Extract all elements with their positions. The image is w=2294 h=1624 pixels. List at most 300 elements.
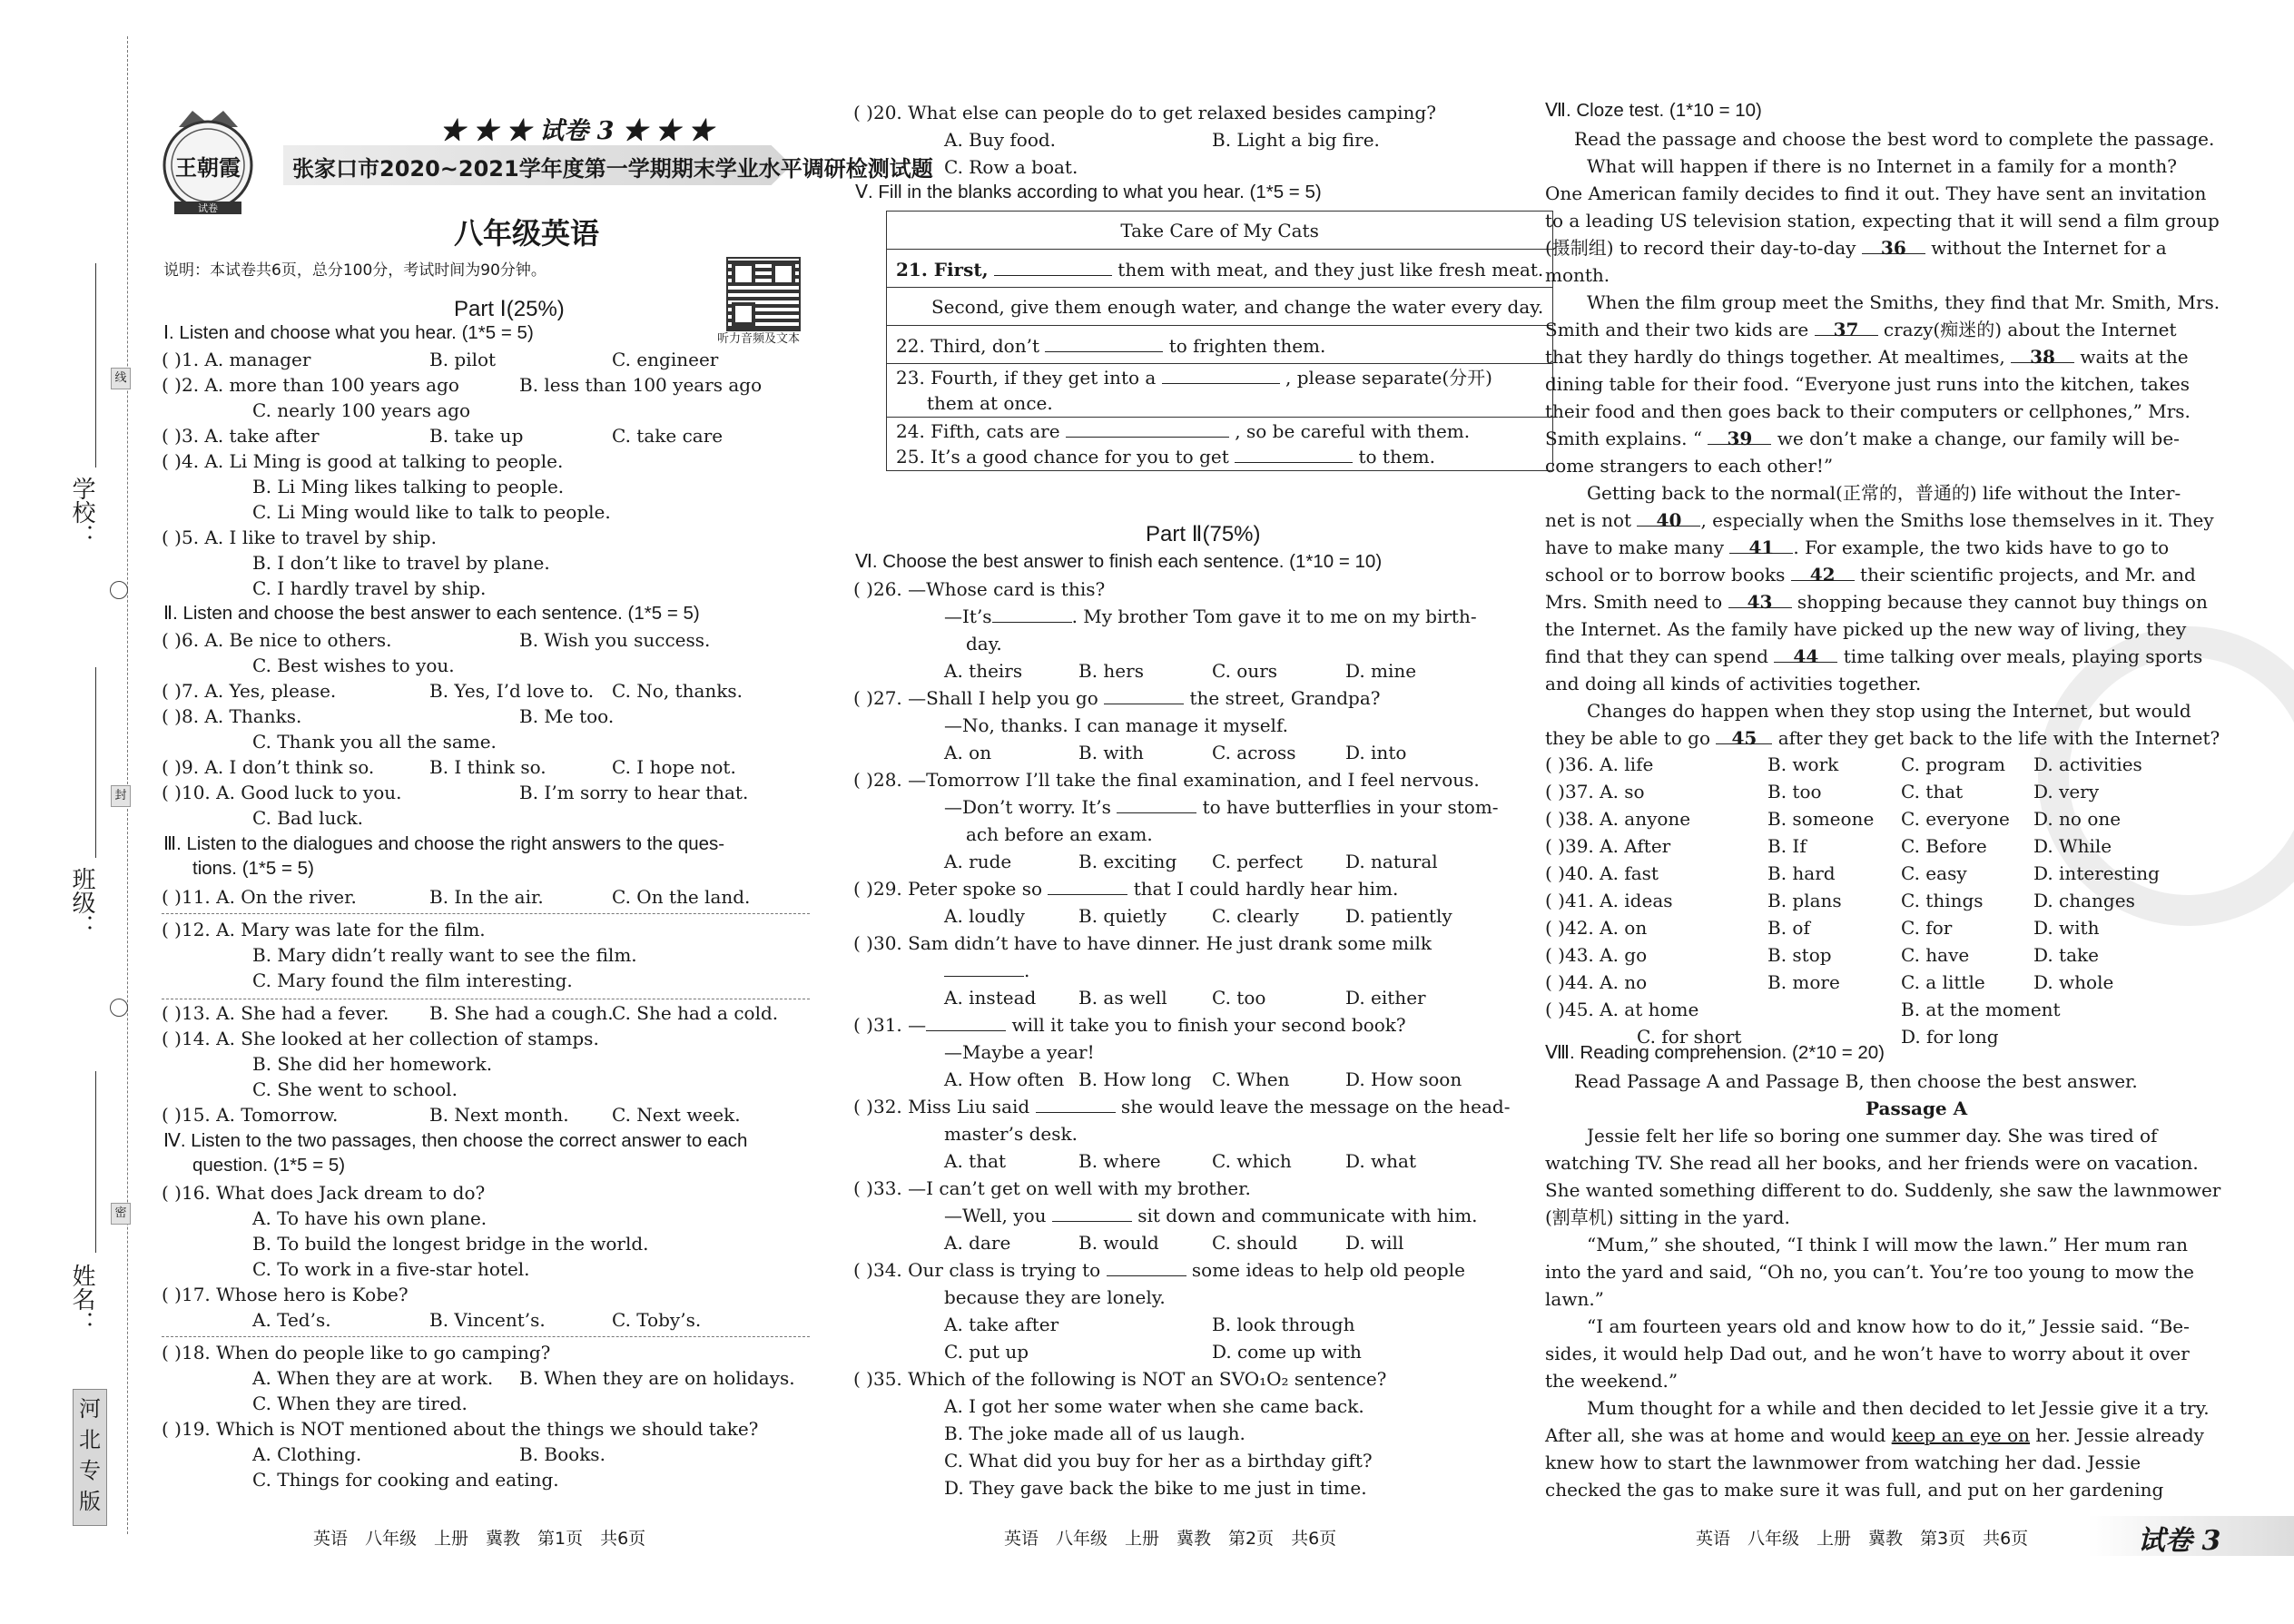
cloze-option-44[interactable]: B. more <box>1767 971 1840 993</box>
fill-blank-23[interactable] <box>1162 365 1280 384</box>
q14[interactable]: ( )14. A. She looked at her collection of stamps. <box>162 1028 599 1049</box>
q31-option[interactable]: B. How long <box>1078 1068 1192 1090</box>
cloze-option-41[interactable]: D. changes <box>2033 890 2135 911</box>
q26-text: . My brother Tom gave it to me on my birth- <box>1071 605 1477 627</box>
cloze-option-36[interactable]: B. work <box>1767 753 1839 775</box>
t21-text: them with meat, and they just like fresh meat. <box>1117 258 1544 281</box>
q32-option[interactable]: C. which <box>1212 1150 1292 1172</box>
q34-text: ( )34. Our class is trying to <box>853 1259 1101 1281</box>
q27-line2: —No, thanks. I can manage it myself. <box>944 714 1288 736</box>
cloze-option-36[interactable]: D. activities <box>2033 753 2142 775</box>
cloze-option-43[interactable]: D. take <box>2033 944 2099 966</box>
q8-option-c[interactable]: C. Thank you all the same. <box>252 731 497 753</box>
q35-option-a[interactable]: A. I got her some water when she came back. <box>944 1395 1364 1417</box>
q45-option-c[interactable]: C. for short <box>1637 1026 1742 1048</box>
cloze-option-44[interactable]: ( )44. A. no <box>1545 971 1648 993</box>
section-3-heading-cont: tions. (1*5 = 5) <box>192 858 314 879</box>
q13-option-c[interactable]: C. She had a cold. <box>612 1002 779 1024</box>
q29-blank[interactable] <box>1048 876 1127 895</box>
cloze-text: shopping because they cannot buy things on <box>1797 591 2208 613</box>
q9-option-c[interactable]: C. I hope not. <box>612 756 736 778</box>
q3-option-b[interactable]: B. take up <box>429 425 524 447</box>
section-2-heading: Ⅱ. Listen and choose the best answer to each sentence. (1*5 = 5) <box>163 603 700 624</box>
q17-option-a[interactable]: A. Ted’s. <box>252 1309 331 1331</box>
seal-char-feng: 封 <box>111 785 131 807</box>
q33-option[interactable]: D. will <box>1345 1232 1404 1254</box>
cloze-text: net is not <box>1545 509 1632 531</box>
q17-option-b[interactable]: B. Vincent’s. <box>429 1309 546 1331</box>
q35[interactable]: ( )35. Which of the following is NOT an SVO₁O₂ sentence? <box>853 1368 1387 1390</box>
q10-option-b[interactable]: B. I’m sorry to hear that. <box>519 782 749 803</box>
cloze-intro: Read the passage and choose the best word to complete the passage. <box>1574 128 2215 150</box>
q8[interactable]: ( )8. A. Thanks. <box>162 705 302 727</box>
q9-option-b[interactable]: B. I think so. <box>429 756 546 778</box>
blank-44[interactable]: 44 <box>1774 644 1837 663</box>
table-title: Take Care of My Cats <box>887 212 1553 250</box>
name-line <box>95 1071 96 1253</box>
q20-option-b[interactable]: B. Light a big fire. <box>1212 129 1380 151</box>
cloze-option-43[interactable]: B. stop <box>1767 944 1832 966</box>
t22-label: 22. Third, don’t <box>896 334 1039 357</box>
cloze-option-39[interactable]: C. Before <box>1901 835 1987 857</box>
q30-option[interactable]: A. instead <box>944 987 1037 1009</box>
q34-option[interactable]: A. take after <box>944 1314 1059 1335</box>
exam-note: 说明：本试卷共6页，总分100分，考试时间为90分钟。 <box>163 261 546 280</box>
cloze-option-43[interactable]: C. have <box>1901 944 1970 966</box>
q15[interactable]: ( )15. A. Tomorrow. <box>162 1104 339 1126</box>
q32-text: she would leave the message on the head- <box>1120 1096 1511 1117</box>
cloze-option-37[interactable]: ( )37. A. so <box>1545 781 1645 802</box>
cloze-option-43[interactable]: ( )43. A. go <box>1545 944 1648 966</box>
blank-42[interactable]: 42 <box>1791 562 1855 581</box>
q26-blank[interactable] <box>992 604 1072 623</box>
fill-blank-22[interactable] <box>1045 333 1163 352</box>
section-4-heading: Ⅳ. Listen to the two passages, then choose the correct answer to each <box>163 1130 748 1151</box>
q27-option[interactable]: D. into <box>1345 742 1407 763</box>
seal-char-xian: 线 <box>111 368 131 389</box>
q34-option[interactable]: B. look through <box>1212 1314 1355 1335</box>
q15-option-b[interactable]: B. Next month. <box>429 1104 569 1126</box>
q28-option[interactable]: C. perfect <box>1212 851 1303 872</box>
q7-option-b[interactable]: B. Yes, I’d love to. <box>429 680 595 702</box>
cloze-option-42[interactable]: D. with <box>2033 917 2100 939</box>
q20-option-a[interactable]: A. Buy food. <box>944 129 1057 151</box>
q34-option[interactable]: D. come up with <box>1212 1341 1362 1363</box>
q11-option-c[interactable]: C. On the land. <box>612 886 751 908</box>
q14-option-c[interactable]: C. She went to school. <box>252 1078 458 1100</box>
q3[interactable]: ( )3. A. take after <box>162 425 320 447</box>
q30[interactable]: ( )30. Sam didn’t have to have dinner. He just drank some milk <box>853 932 1432 954</box>
passage-line: Mum thought for a while and then decided to let Jessie give it a try. <box>1587 1397 2210 1419</box>
t21-label: 21. First, <box>896 258 989 281</box>
passage-line: checked the gas to make sure it was full, and put on her gardening <box>1545 1479 2164 1501</box>
cloze-line <box>1545 235 2167 261</box>
q34-text: some ideas to help old people <box>1191 1259 1465 1281</box>
q34-blank[interactable] <box>1107 1257 1186 1276</box>
cloze-line: their food and then goes back to their computers or cellphones,” Mrs. <box>1545 400 2191 422</box>
cloze-option-37[interactable]: B. too <box>1767 781 1822 802</box>
q32-option[interactable]: A. that <box>944 1150 1007 1172</box>
q32-line2: master’s desk. <box>944 1123 1078 1145</box>
t25-label: 25. It’s a good chance for you to get <box>896 446 1229 468</box>
cloze-option-39[interactable]: B. If <box>1767 835 1807 857</box>
brand-logo <box>156 100 261 218</box>
q33-blank[interactable] <box>1052 1203 1132 1222</box>
section-5-heading: Ⅴ. Fill in the blanks according to what you hear. (1*5 = 5) <box>855 182 1322 202</box>
t24-label: 24. Fifth, cats are <box>896 420 1060 442</box>
cloze-option-38[interactable]: D. no one <box>2033 808 2122 830</box>
cloze-option-40[interactable]: B. hard <box>1767 862 1836 884</box>
q12-option-b[interactable]: B. Mary didn’t really want to see the film. <box>252 944 637 966</box>
cloze-text: (摄制组) to record their day-to-day <box>1545 237 1856 259</box>
blank-43[interactable]: 43 <box>1728 589 1792 608</box>
q27-option[interactable]: A. on <box>944 742 992 763</box>
page-3-footer: 英语 八年级 上册 冀教 第3页 共6页 <box>1696 1529 2029 1549</box>
q30-line2 <box>944 958 1029 983</box>
q30-text: . <box>1024 960 1030 981</box>
q18-option-a[interactable]: A. When they are at work. <box>252 1367 494 1389</box>
page-1-footer: 英语 八年级 上册 冀教 第1页 共6页 <box>313 1529 646 1549</box>
seal-circle-icon <box>110 581 128 599</box>
q19-option-c[interactable]: C. Things for cooking and eating. <box>252 1469 559 1491</box>
q4[interactable]: ( )4. A. Li Ming is good at talking to people. <box>162 450 564 472</box>
t23-label: 23. Fourth, if they get into a <box>896 367 1157 389</box>
q26-option[interactable]: A. theirs <box>944 660 1023 682</box>
passage-line: lawn.” <box>1545 1288 1604 1310</box>
cloze-option-41[interactable]: C. things <box>1901 890 1984 911</box>
q35-option-c[interactable]: C. What did you buy for her as a birthday gift? <box>944 1450 1373 1471</box>
reading-intro: Read Passage A and Passage B, then choose the best answer. <box>1574 1070 2138 1092</box>
table-row-23 <box>887 364 1553 418</box>
passage-a-title: Passage A <box>1866 1097 1968 1119</box>
cloze-line: the Internet. As the family have picked up the new way of living, they <box>1545 618 2187 640</box>
table-row-22 <box>887 326 1553 364</box>
q6-option-b[interactable]: B. Wish you success. <box>519 629 711 651</box>
q10-option-c[interactable]: C. Bad luck. <box>252 807 364 829</box>
q33-option[interactable]: C. should <box>1212 1232 1298 1254</box>
part2-heading: Part Ⅱ(75%) <box>1146 522 1261 546</box>
q10[interactable]: ( )10. A. Good luck to you. <box>162 782 402 803</box>
q27-text: ( )27. —Shall I help you go <box>853 687 1098 709</box>
cloze-text: waits at the <box>2080 346 2189 368</box>
q29[interactable] <box>853 876 1398 901</box>
school-line <box>95 263 96 468</box>
cloze-text: Smith explains. “ <box>1545 428 1703 449</box>
q45-option-b[interactable]: B. at the moment <box>1901 999 2061 1020</box>
q9[interactable]: ( )9. A. I don’t think so. <box>162 756 375 778</box>
cloze-option-38[interactable]: B. someone <box>1767 808 1875 830</box>
cloze-option-44[interactable]: C. a little <box>1901 971 1985 993</box>
q26-line2 <box>944 604 1477 629</box>
passage-text: After all, she was at home and would <box>1545 1424 1886 1446</box>
q31-line2: —Maybe a year! <box>944 1041 1095 1063</box>
q16-option-c[interactable]: C. To work in a five-star hotel. <box>252 1258 530 1280</box>
q28-text: —Don’t worry. It’s <box>944 796 1111 818</box>
cloze-option-42[interactable]: B. of <box>1767 917 1810 939</box>
q28-option[interactable]: A. rude <box>944 851 1012 872</box>
passage-line: into the yard and said, “Oh no, you can’t. You’re too young to mow the <box>1545 1261 2194 1283</box>
q35-option-b[interactable]: B. The joke made all of us laugh. <box>944 1422 1245 1444</box>
q5-option-c[interactable]: C. I hardly travel by ship. <box>252 577 487 599</box>
blank-36[interactable]: 36 <box>1862 235 1925 254</box>
q2[interactable]: ( )2. A. more than 100 years ago <box>162 374 459 396</box>
q29-option[interactable]: C. clearly <box>1212 905 1299 927</box>
passage-line: “I am fourteen years old and know how to do it,” Jessie said. “Be- <box>1587 1315 2190 1337</box>
cloze-option-36[interactable]: C. program <box>1901 753 2005 775</box>
q18[interactable]: ( )18. When do people like to go camping? <box>162 1342 551 1363</box>
q34-option[interactable]: C. put up <box>944 1341 1029 1363</box>
cloze-line <box>1545 725 2220 751</box>
section-7-heading: Ⅶ. Cloze test. (1*10 = 10) <box>1545 100 1762 121</box>
divider <box>162 913 810 914</box>
q17-option-c[interactable]: C. Toby’s. <box>612 1309 702 1331</box>
cloze-line: One American family decides to find it out. They have sent an invitation <box>1545 182 2207 204</box>
part1-heading: Part Ⅰ(25%) <box>454 297 565 321</box>
table-row-21 <box>887 250 1553 288</box>
cloze-option-36[interactable]: ( )36. A. life <box>1545 753 1654 775</box>
subject-title: 八年级英语 <box>454 216 600 251</box>
t24-text: , so be careful with them. <box>1235 420 1471 442</box>
q32-option[interactable]: D. what <box>1345 1150 1416 1172</box>
cloze-option-39[interactable]: ( )39. A. After <box>1545 835 1671 857</box>
q28-line3: ach before an exam. <box>966 823 1153 845</box>
q29-option[interactable]: D. patiently <box>1345 905 1452 927</box>
cloze-text: have to make many <box>1545 536 1725 558</box>
q31-option[interactable]: A. How often <box>944 1068 1065 1090</box>
q27-blank[interactable] <box>1104 685 1184 704</box>
q2-option-c[interactable]: C. nearly 100 years ago <box>252 399 471 421</box>
cloze-text: find that they can spend <box>1545 645 1768 667</box>
q33-line2 <box>944 1203 1478 1228</box>
q26-text: —It’s <box>944 605 992 627</box>
q26-option[interactable]: D. mine <box>1345 660 1417 682</box>
q33-text: —Well, you <box>944 1205 1047 1226</box>
page-2-footer: 英语 八年级 上册 冀教 第2页 共6页 <box>1004 1529 1337 1549</box>
q26-option[interactable]: C. ours <box>1212 660 1278 682</box>
q16-option-a[interactable]: A. To have his own plane. <box>252 1207 487 1229</box>
q19-option-b[interactable]: B. Books. <box>519 1443 605 1465</box>
q29-text: ( )29. Peter spoke so <box>853 878 1043 900</box>
passage-line: Jessie felt her life so boring one summer day. She was tired of <box>1587 1125 2158 1147</box>
q1-option-c[interactable]: C. engineer <box>612 349 719 370</box>
q12[interactable]: ( )12. A. Mary was late for the film. <box>162 919 486 940</box>
test-tag-label: 试卷 3 <box>2138 1525 2221 1557</box>
cloze-option-44[interactable]: D. whole <box>2033 971 2114 993</box>
cloze-option-38[interactable]: C. everyone <box>1901 808 2010 830</box>
q33-option[interactable]: B. would <box>1078 1232 1159 1254</box>
q26[interactable]: ( )26. —Whose card is this? <box>853 578 1106 600</box>
cloze-text: that they hardly do things together. At mealtimes, <box>1545 346 2005 368</box>
q1-option-b[interactable]: B. pilot <box>429 349 497 370</box>
class-label: 班级： <box>68 867 95 938</box>
q13[interactable]: ( )13. A. She had a fever. <box>162 1002 389 1024</box>
school-label: 学校： <box>68 477 95 547</box>
q32-option[interactable]: B. where <box>1078 1150 1161 1172</box>
q20-option-c[interactable]: C. Row a boat. <box>944 156 1078 178</box>
q27-option[interactable]: B. with <box>1078 742 1144 763</box>
cloze-text: crazy(痴迷的) about the Internet <box>1883 319 2177 340</box>
province-badge: 河 北 专 版 <box>73 1389 107 1526</box>
q7[interactable]: ( )7. A. Yes, please. <box>162 680 337 702</box>
q45[interactable]: ( )45. A. at home <box>1545 999 1699 1020</box>
cloze-text: . For example, the two kids have to go to <box>1793 536 2170 558</box>
blank-40[interactable]: 40 <box>1637 507 1700 527</box>
q26-line3: day. <box>966 633 1002 655</box>
q18-option-b[interactable]: B. When they are on holidays. <box>519 1367 795 1389</box>
passage-line: (割草机) sitting in the yard. <box>1545 1206 1790 1228</box>
q30-option[interactable]: C. too <box>1212 987 1266 1009</box>
q30-option[interactable]: D. either <box>1345 987 1426 1009</box>
cloze-text: after they get back to the life with the Internet? <box>1777 727 2220 749</box>
q30-blank[interactable] <box>944 958 1024 977</box>
q28-line2 <box>944 794 1499 820</box>
q1[interactable]: ( )1. A. manager <box>162 349 311 370</box>
q6[interactable]: ( )6. A. Be nice to others. <box>162 629 392 651</box>
logo-text: 王朝霞 <box>175 154 241 181</box>
cloze-text: we don’t make a change, our family will be- <box>1777 428 2180 449</box>
cloze-text: without the Internet for a <box>1931 237 2167 259</box>
exam-title: 张家口市2020~2021学年度第一学期期末学业水平调研检测试题 <box>292 156 933 182</box>
q2-option-b[interactable]: B. less than 100 years ago <box>519 374 763 396</box>
fill-blank-21[interactable] <box>994 257 1112 276</box>
q34[interactable] <box>853 1257 1465 1283</box>
passage-line: knew how to start the lawnmower from watching her dad. Jessie <box>1545 1452 2141 1473</box>
q33-text: sit down and communicate with him. <box>1137 1205 1478 1226</box>
seal-circle-icon <box>110 999 128 1017</box>
blank-37[interactable]: 37 <box>1815 317 1878 336</box>
cloze-option-37[interactable]: D. very <box>2033 781 2100 802</box>
table-row-24-25 <box>887 418 1553 471</box>
class-line <box>95 667 96 858</box>
q3-option-c[interactable]: C. take care <box>612 425 724 447</box>
section-1-heading: Ⅰ. Listen and choose what you hear. (1*5 = 5) <box>163 322 534 343</box>
q5-option-b[interactable]: B. I don’t like to travel by plane. <box>252 552 550 574</box>
blank-38[interactable]: 38 <box>2011 344 2074 363</box>
q18-option-c[interactable]: C. When they are tired. <box>252 1393 468 1414</box>
q31-blank[interactable] <box>926 1012 1006 1031</box>
q6-option-c[interactable]: C. Best wishes to you. <box>252 655 455 676</box>
cloze-option-42[interactable]: ( )42. A. on <box>1545 917 1648 939</box>
q16-option-b[interactable]: B. To build the longest bridge in the world. <box>252 1233 649 1255</box>
q5[interactable]: ( )5. A. I like to travel by ship. <box>162 527 437 548</box>
q28-blank[interactable] <box>1117 794 1196 813</box>
q27-option[interactable]: C. across <box>1212 742 1296 763</box>
fill-blank-25[interactable] <box>1235 444 1353 463</box>
cloze-line: come strangers to each other!” <box>1545 455 1834 477</box>
cloze-option-42[interactable]: C. for <box>1901 917 1953 939</box>
q28-option[interactable]: D. natural <box>1345 851 1438 872</box>
q15-option-c[interactable]: C. Next week. <box>612 1104 741 1126</box>
q12-option-c[interactable]: C. Mary found the film interesting. <box>252 969 573 991</box>
q32[interactable] <box>853 1094 1510 1119</box>
cloze-line: Getting back to the normal(正常的，普通的) life without the Inter- <box>1587 482 2181 504</box>
t23-text-cont: them at once. <box>927 392 1053 414</box>
q31-text: will it take you to finish your second book? <box>1011 1014 1406 1036</box>
cloze-option-41[interactable]: ( )41. A. ideas <box>1545 890 1673 911</box>
cloze-text: time talking over meals, playing sports <box>1843 645 2203 667</box>
q19-option-a[interactable]: A. Clothing. <box>252 1443 362 1465</box>
cloze-line: and doing all kinds of activities together. <box>1545 673 1922 694</box>
cloze-option-38[interactable]: ( )38. A. anyone <box>1545 808 1691 830</box>
section-3-heading: Ⅲ. Listen to the dialogues and choose the right answers to the ques- <box>163 833 725 854</box>
q14-option-b[interactable]: B. She did her homework. <box>252 1053 493 1075</box>
cloze-option-41[interactable]: B. plans <box>1767 890 1842 911</box>
cloze-option-39[interactable]: D. While <box>2033 835 2112 857</box>
blank-45[interactable]: 45 <box>1716 725 1772 744</box>
q19[interactable]: ( )19. Which is NOT mentioned about the things we should take? <box>162 1418 759 1440</box>
blank-41[interactable]: 41 <box>1729 535 1793 554</box>
t22-text: to frighten them. <box>1168 334 1326 357</box>
q28-option[interactable]: B. exciting <box>1078 851 1177 872</box>
q4-option-c[interactable]: C. Li Ming would like to talk to people. <box>252 501 611 523</box>
q32-blank[interactable] <box>1036 1094 1116 1113</box>
divider <box>162 1336 810 1337</box>
section-6-heading: Ⅵ. Choose the best answer to finish each sentence. (1*10 = 10) <box>855 551 1383 572</box>
passage-line: sides, it would help Dad out, and he won’t have to worry about it over <box>1545 1343 2190 1364</box>
q31[interactable] <box>853 1012 1406 1038</box>
blank-39[interactable]: 39 <box>1708 426 1771 445</box>
q28[interactable]: ( )28. —Tomorrow I’ll take the final examination, and I feel nervous. <box>853 769 1480 791</box>
q33-option[interactable]: A. dare <box>944 1232 1011 1254</box>
passage-line <box>1545 1422 2204 1448</box>
q13-option-b[interactable]: B. She had a cough. <box>429 1002 614 1024</box>
cloze-text: Smith and their two kids are <box>1545 319 1809 340</box>
fill-blank-24[interactable] <box>1066 418 1229 438</box>
q30-option[interactable]: B. as well <box>1078 987 1167 1009</box>
cloze-line <box>1545 317 2177 342</box>
q33[interactable]: ( )33. —I can’t get on well with my brother. <box>853 1177 1251 1199</box>
cloze-option-40[interactable]: ( )40. A. fast <box>1545 862 1659 884</box>
q20[interactable]: ( )20. What else can people do to get relaxed besides camping? <box>853 102 1436 123</box>
underlined-phrase: keep an eye on <box>1891 1424 2031 1446</box>
section-4-heading-cont: question. (1*5 = 5) <box>192 1155 346 1176</box>
q31-option[interactable]: C. When <box>1212 1068 1290 1090</box>
cloze-text: school or to borrow books <box>1545 564 1786 586</box>
cloze-line <box>1545 426 2180 451</box>
passage-line: “Mum,” she shouted, “I think I will mow the lawn.” Her mum ran <box>1587 1234 2188 1255</box>
q26-option[interactable]: B. hers <box>1078 660 1144 682</box>
cloze-line <box>1545 589 2208 615</box>
q17[interactable]: ( )17. Whose hero is Kobe? <box>162 1284 409 1305</box>
q27-text: the street, Grandpa? <box>1189 687 1381 709</box>
seal-char-mi: 密 <box>111 1203 131 1225</box>
q27[interactable] <box>853 685 1380 711</box>
cloze-line <box>1545 535 2169 560</box>
cloze-option-37[interactable]: C. that <box>1901 781 1964 802</box>
q8-option-b[interactable]: B. Me too. <box>519 705 615 727</box>
q11-option-b[interactable]: B. In the air. <box>429 886 544 908</box>
table-row-second: Second, give them enough water, and change the water every day. <box>887 288 1553 326</box>
name-label: 姓名： <box>68 1264 95 1334</box>
qr-code[interactable] <box>726 257 801 331</box>
q7-option-c[interactable]: C. No, thanks. <box>612 680 743 702</box>
q35-option-d[interactable]: D. They gave back the bike to me just in time. <box>944 1477 1367 1499</box>
logo-sub: 试卷 <box>198 202 218 214</box>
cloze-line <box>1545 562 2196 587</box>
q31-text: ( )31. — <box>853 1014 927 1036</box>
q16[interactable]: ( )16. What does Jack dream to do? <box>162 1182 486 1204</box>
q45-option-d[interactable]: D. for long <box>1901 1026 1999 1048</box>
q31-option[interactable]: D. How soon <box>1345 1068 1462 1090</box>
q29-option[interactable]: A. loudly <box>944 905 1025 927</box>
q29-option[interactable]: B. quietly <box>1078 905 1167 927</box>
q4-option-b[interactable]: B. Li Ming likes talking to people. <box>252 476 565 497</box>
q11[interactable]: ( )11. A. On the river. <box>162 886 357 908</box>
cloze-option-40[interactable]: C. easy <box>1901 862 1967 884</box>
t25-text: to them. <box>1358 446 1435 468</box>
q32-text: ( )32. Miss Liu said <box>853 1096 1030 1117</box>
cloze-option-40[interactable]: D. interesting <box>2033 862 2160 884</box>
